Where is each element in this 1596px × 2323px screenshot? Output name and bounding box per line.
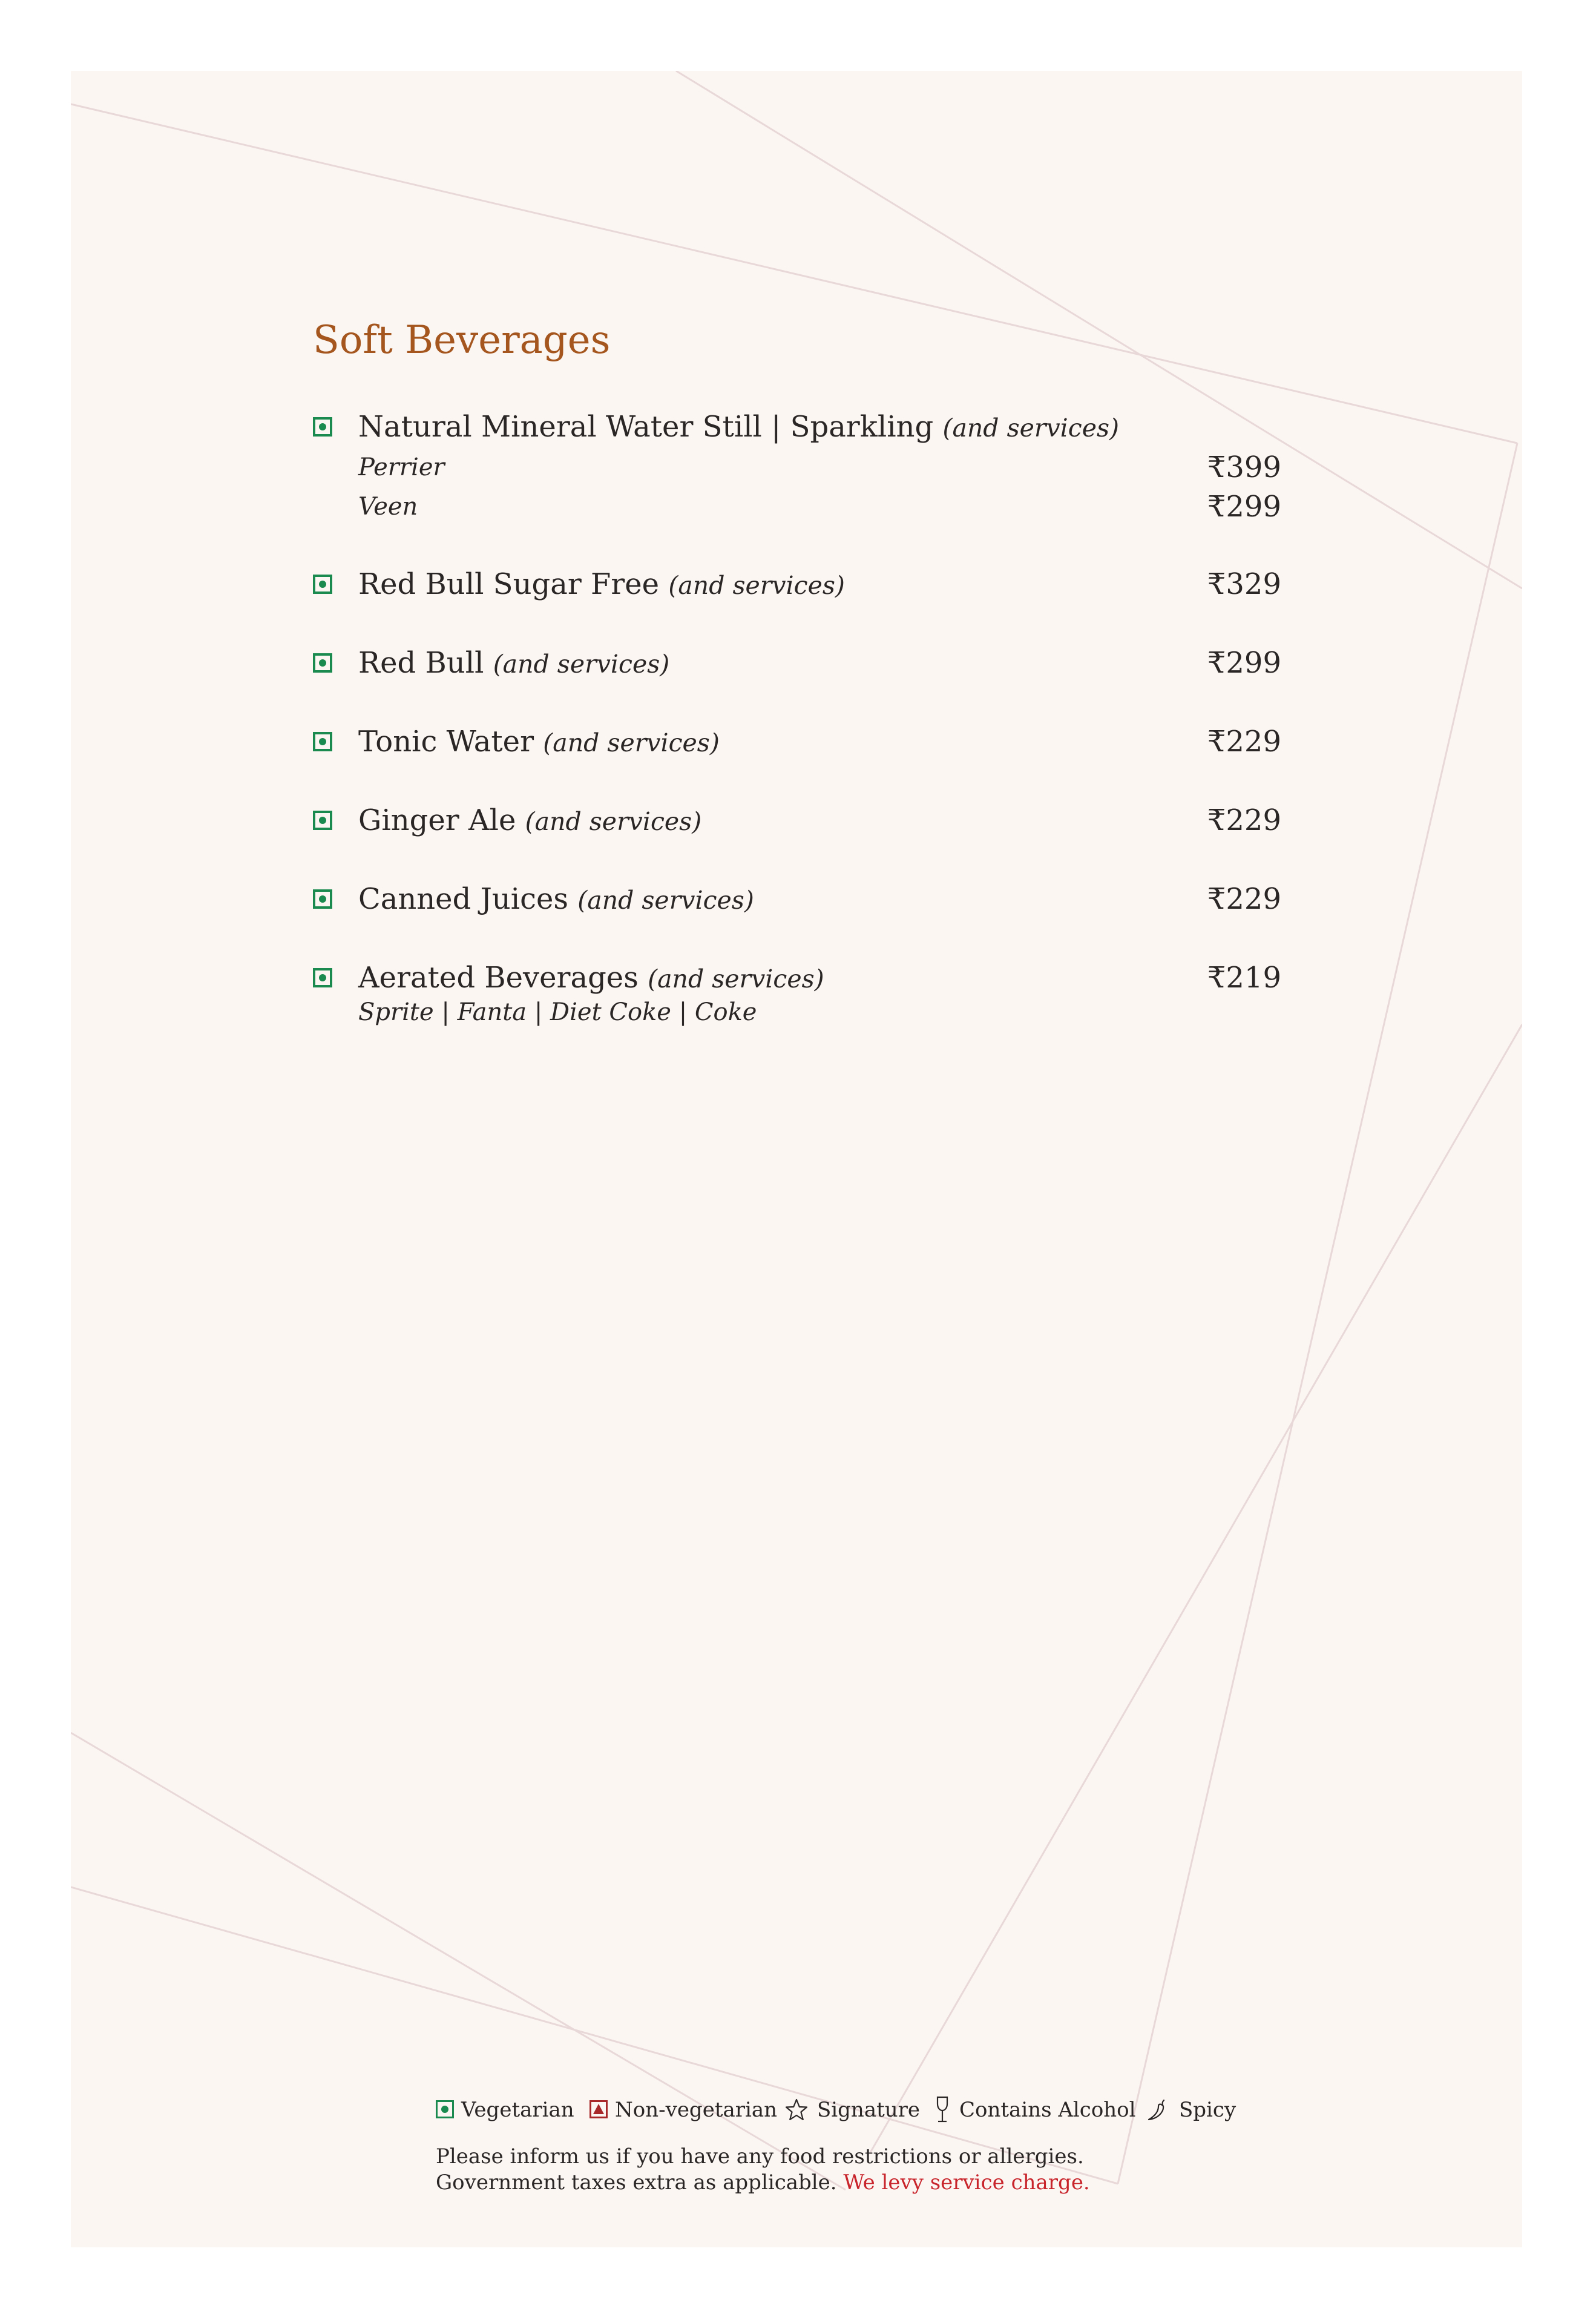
- variant-name: Perrier: [358, 453, 445, 481]
- item-note: (and services): [493, 650, 670, 679]
- menu-item-name: [358, 725, 720, 759]
- legend-contains-alcohol-label: Contains Alcohol: [959, 2098, 1136, 2122]
- item-price: ₹229: [1207, 882, 1281, 916]
- item-name-text: Red Bull Sugar Free: [358, 567, 660, 601]
- vegetarian-icon: [313, 732, 332, 751]
- legend-vegetarian-label: Vegetarian: [461, 2098, 574, 2122]
- menu-item-name: [358, 882, 754, 916]
- vegetarian-icon: [313, 889, 332, 909]
- item-price: ₹299: [1207, 646, 1281, 680]
- menu-content: [71, 71, 1522, 2247]
- service-charge-note: We levy service charge.: [843, 2170, 1090, 2195]
- item-name-text: Ginger Ale: [358, 803, 516, 837]
- item-name-text: Tonic Water: [358, 725, 534, 759]
- menu-item-name: [358, 803, 701, 837]
- allergy-note: Please inform us if you have any food restrictions or allergies.: [436, 2144, 1084, 2169]
- item-subtitle: Sprite | Fanta | Diet Coke | Coke: [358, 998, 757, 1026]
- item-note: (and services): [648, 964, 824, 993]
- non-vegetarian-icon: [589, 2100, 608, 2118]
- menu-item-name: [358, 410, 1119, 444]
- variant-price: ₹299: [1207, 490, 1281, 524]
- item-price: ₹229: [1207, 725, 1281, 759]
- variant-price: ₹399: [1207, 450, 1281, 484]
- vegetarian-icon: [313, 811, 332, 830]
- vegetarian-icon: [313, 575, 332, 594]
- section-title: Soft Beverages: [313, 318, 611, 363]
- menu-item-name: [358, 567, 845, 601]
- legend-signature-label: Signature: [817, 2098, 921, 2122]
- item-note: (and services): [668, 571, 845, 600]
- item-name-text: Canned Juices: [358, 882, 568, 916]
- item-price: ₹329: [1207, 567, 1281, 601]
- item-price: ₹229: [1207, 803, 1281, 837]
- legend-non-vegetarian-label: Non-vegetarian: [615, 2098, 778, 2122]
- variant-name: Veen: [358, 493, 418, 521]
- tax-note: [436, 2170, 1090, 2195]
- menu-page: [71, 71, 1522, 2247]
- menu-item-name: [358, 646, 669, 680]
- menu-item-name: [358, 961, 824, 995]
- item-price: ₹219: [1207, 961, 1281, 995]
- wine-glass-icon: [934, 2095, 950, 2126]
- vegetarian-icon: [313, 968, 332, 987]
- item-note: (and services): [525, 807, 702, 836]
- vegetarian-icon: [436, 2100, 454, 2118]
- tax-note-text: Government taxes extra as applicable.: [436, 2170, 837, 2195]
- signature-star-icon: [784, 2098, 809, 2122]
- vegetarian-icon: [313, 417, 332, 437]
- item-name-text: Aerated Beverages: [358, 961, 639, 995]
- legend-spicy-label: Spicy: [1179, 2098, 1236, 2122]
- item-note: (and services): [577, 886, 754, 915]
- item-note: (and services): [942, 414, 1120, 443]
- item-name-text: Natural Mineral Water Still | Sparkling: [358, 410, 934, 444]
- legend: [436, 2098, 1283, 2124]
- item-name-text: Red Bull: [358, 646, 484, 680]
- item-note: (and services): [543, 728, 720, 757]
- vegetarian-icon: [313, 653, 332, 673]
- chili-pepper-icon: [1144, 2097, 1171, 2123]
